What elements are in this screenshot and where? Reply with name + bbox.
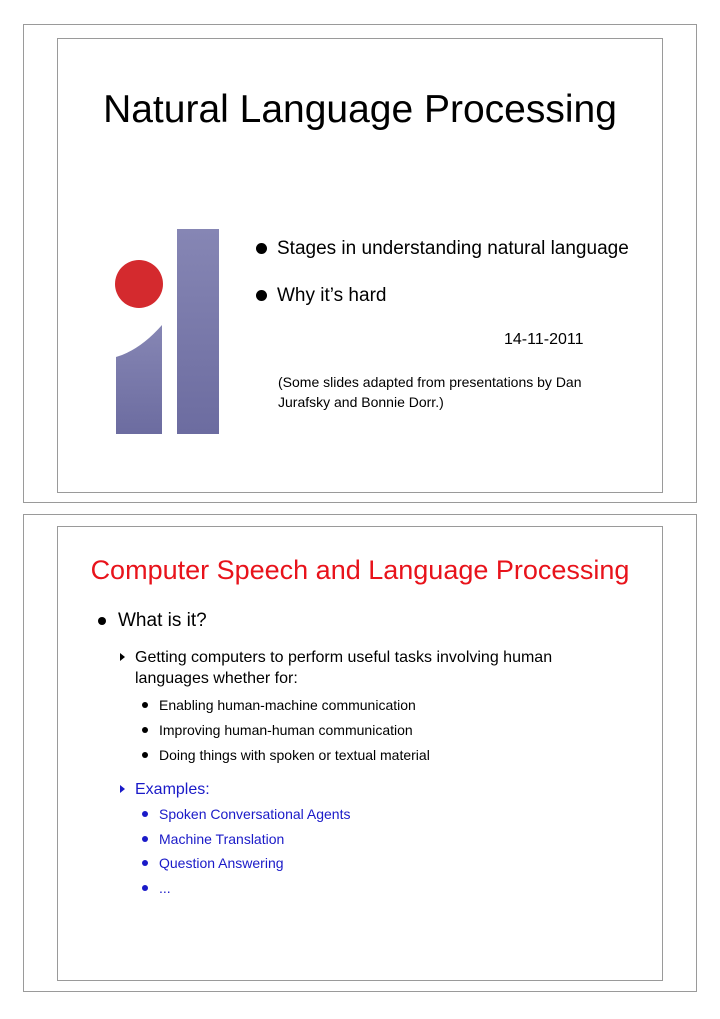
bullet-icon [142, 752, 148, 758]
logo-right-bar [177, 229, 219, 434]
institute-logo [110, 225, 222, 435]
slide-title: Natural Language Processing [103, 88, 617, 131]
bullet-icon [142, 702, 148, 708]
bullet-icon [142, 836, 148, 842]
slide-title: Computer Speech and Language Processing [90, 555, 630, 585]
triangle-bullet-icon [120, 785, 125, 793]
bullet-icon [142, 860, 148, 866]
slide-1: Natural Language Processing Stages in understanding natural language Why it’s hard 14-11-2011 (Some slides adapted from presentations by Dan Jurafsky and Bonnie Dorr.) [57, 38, 663, 493]
bullet-icon [142, 727, 148, 733]
bullet-icon [256, 290, 267, 301]
logo-red-dot [115, 260, 163, 308]
slide-2: Computer Speech and Language Processing What is it? Getting computers to perform useful tasks involving human languages whether for: Enabling human-machine communication Improving human-human communication Doing things with spoken or textual material Examples: Spoken Conversational Agents Machine Translation Question Answering ... [57, 526, 663, 981]
bullet-icon [142, 811, 148, 817]
bullet-icon [142, 885, 148, 891]
bullet-icon [256, 243, 267, 254]
logo-left-bar [116, 325, 162, 434]
triangle-bullet-icon [120, 653, 125, 661]
slide-date: 14-11-2011 [504, 331, 584, 348]
slide-note: (Some slides adapted from presentations by Dan Jurafsky and Bonnie Dorr.) [278, 374, 582, 410]
bullet-icon [98, 617, 106, 625]
